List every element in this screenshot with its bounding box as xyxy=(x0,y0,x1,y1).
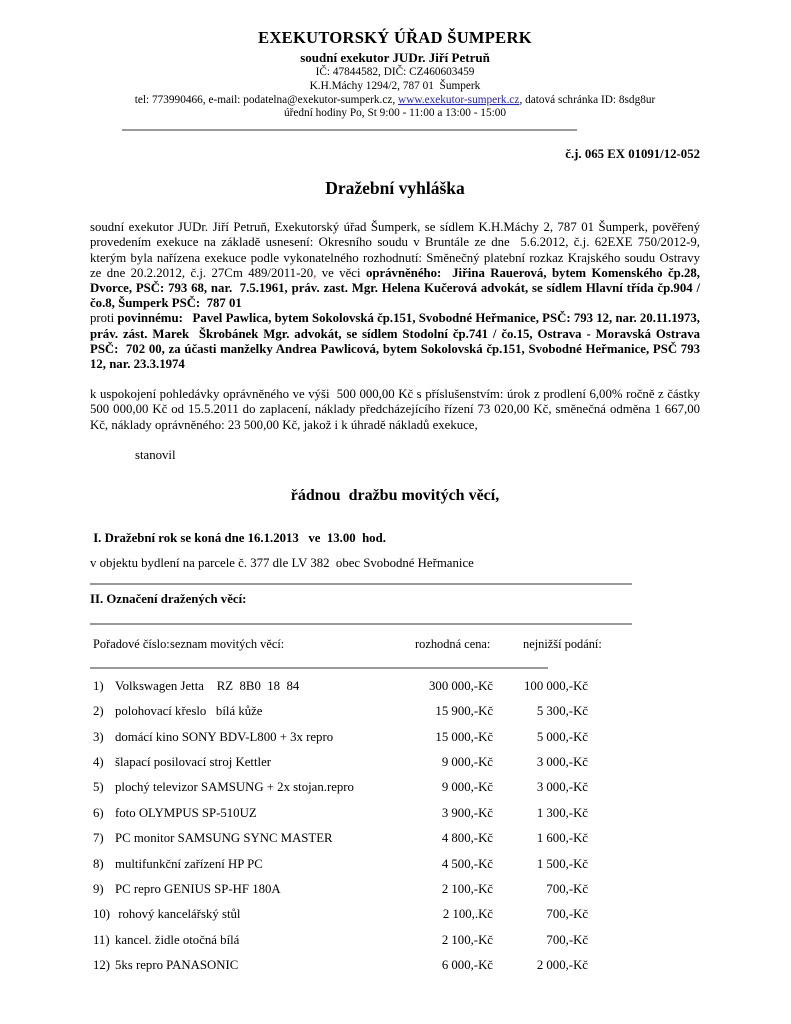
item-min-bid: 100 000,-Kč xyxy=(524,678,588,693)
table-row xyxy=(90,826,700,851)
item-number: 4) xyxy=(93,755,104,770)
contact-suffix: , datová schránka ID: 8sdg8ur xyxy=(519,93,656,106)
item-description: multifunkční zařízení HP PC xyxy=(115,856,263,871)
creditor-details: oprávněného: Jiřina Rauerová, bytem Komenského čp.28, Dvorce, PSČ: 793 68, nar. 7.5.1961, práv. zast. Mgr. Helena Kučerová advokát, se sídlem Hlavní třída čp.904 / čo.8, Šumperk PSČ: 787 01 xyxy=(90,265,704,311)
item-number: 1) xyxy=(93,678,104,693)
item-number: 2) xyxy=(93,704,104,719)
office-name: EXEKUTORSKÝ ÚŘAD ŠUMPERK xyxy=(258,28,532,47)
item-description: plochý televizor SAMSUNG + 2x stojan.repro xyxy=(115,780,354,795)
item-number: 3) xyxy=(93,729,104,744)
item-description: PC monitor SAMSUNG SYNC MASTER xyxy=(115,831,333,846)
item-description: polohovací křeslo bílá kůže xyxy=(115,704,263,719)
item-min-bid: 1 600,-Kč xyxy=(536,831,588,846)
item-number: 5) xyxy=(93,780,104,795)
item-number: 12) xyxy=(93,958,111,973)
item-number: 11) xyxy=(93,932,110,947)
item-price: 9 000,-Kč xyxy=(441,780,493,795)
office-hours: úřední hodiny Po, St 9:00 - 11:00 a 13:00 - 15:00 xyxy=(283,107,507,120)
stanovil-line: stanovil xyxy=(135,447,176,462)
table-row xyxy=(90,852,700,877)
item-description: šlapací posilovací stroj Kettler xyxy=(115,755,272,770)
claim-paragraph xyxy=(90,387,704,433)
item-min-bid: 700,-Kč xyxy=(546,882,588,897)
table-row xyxy=(90,750,700,775)
item-price: 15 000,-Kč xyxy=(435,729,493,744)
item-min-bid: 5 000,-Kč xyxy=(536,729,588,744)
table-row xyxy=(90,928,700,953)
item-description: PC repro GENIUS SP-HF 180A xyxy=(115,882,281,897)
intro-text-2: ve věci xyxy=(316,265,366,280)
item-price: 300 000,-Kč xyxy=(429,678,493,693)
item-description: 5ks repro PANASONIC xyxy=(115,958,239,973)
item-description: rohový kancelářský stůl xyxy=(115,907,241,922)
item-price: 3 900,-Kč xyxy=(441,805,493,820)
item-min-bid: 2 000,-Kč xyxy=(536,958,588,973)
letterhead xyxy=(90,28,700,121)
table-row xyxy=(90,953,700,978)
item-description: foto OLYMPUS SP-510UZ xyxy=(115,805,257,820)
red-comma: , xyxy=(313,265,317,280)
item-min-bid: 1 300,-Kč xyxy=(536,805,588,820)
website-link[interactable]: www.exekutor-sumperk.cz xyxy=(398,93,520,106)
item-price: 4 500,-Kč xyxy=(441,856,493,871)
table-row xyxy=(90,801,700,826)
col-header-number: Pořadové číslo: xyxy=(93,636,170,651)
item-min-bid: 700,-Kč xyxy=(546,932,588,947)
item-min-bid: 700,-Kč xyxy=(546,907,588,922)
table-row xyxy=(90,775,700,800)
section-1-heading: I. Dražební rok se koná dne 16.1.2013 ve 13.00 hod. xyxy=(90,530,386,545)
table-row xyxy=(90,902,700,927)
item-number: 6) xyxy=(93,805,104,820)
table-row xyxy=(90,877,700,902)
table-row xyxy=(90,699,700,724)
section-2-heading: II. Označení dražených věcí: xyxy=(90,591,247,606)
intro-text-1: soudní exekutor JUDr. Jiří Petruň, Exekutorský úřad Šumperk, se sídlem K.H.Máchy 2, 787 01 Šumperk, pověřený provedením exekuce na základě usnesení: Okresního soudu v Bruntále ze dne 5.6.2012, č.j. 62EXE 750/2012-9, kterým byla nařízena exekuce podle vykonatelného rozhodnutí: Směnečný platební rozkaz Krajského soudu Ostravy ze dne 20.2.2012, č.j. 27Cm 489/2011-20 xyxy=(90,220,704,280)
table-row xyxy=(90,725,700,750)
item-number: 9) xyxy=(93,882,104,897)
item-number: 8) xyxy=(93,856,104,871)
contact-prefix: tel: 773990466, e-mail: podatelna@exekutor-sumperk.cz, xyxy=(134,93,399,106)
table-header-divider xyxy=(90,667,548,669)
auction-location: v objektu bydlení na parcele č. 377 dle LV 382 obec Svobodné Heřmanice xyxy=(90,555,474,570)
item-min-bid: 3 000,-Kč xyxy=(536,780,588,795)
col-header-price: rozhodná cena: xyxy=(415,636,491,651)
item-description: kancel. židle otočná bílá xyxy=(115,932,240,947)
section-divider-2 xyxy=(90,623,632,625)
header-divider xyxy=(122,129,577,131)
executor-name: soudní exekutor JUDr. Jiří Petruň xyxy=(300,50,490,65)
item-price: 15 900,-Kč xyxy=(435,704,493,719)
table-row xyxy=(90,674,700,699)
item-min-bid: 1 500,-Kč xyxy=(536,856,588,871)
table-header xyxy=(90,637,700,652)
item-price: 2 100,.Kč xyxy=(442,907,493,922)
item-price: 9 000,-Kč xyxy=(441,755,493,770)
debtor-details: povinnému: Pavel Pawlica, bytem Sokolovská čp.151, Svobodné Heřmanice, PSČ: 793 12, nar. 20.11.1973, práv. zást. Marek Škrobánek Mgr. advokát, se sídlem Stodolní čp.741 / čo.15, Ostrava - Moravská Ostrava PSČ: 702 00, za účasti manželky Andrea Pawlicová, bytem Sokolovská čp.151, Svobodné Heřmanice, PSČ 793 12, nar. 23.3.1974 xyxy=(90,311,704,372)
item-description: Volkswagen Jetta RZ 8B0 18 84 xyxy=(115,678,300,693)
company-ids: IČ: 47844582, DIČ: CZ460603459 xyxy=(315,66,475,78)
contact-line xyxy=(90,94,700,108)
intro-paragraph xyxy=(90,220,704,372)
item-number: 10) xyxy=(93,907,111,922)
claim-text: k uspokojení pohledávky oprávněného ve výši 500 000,00 Kč s příslušenstvím: úrok z prodlení 6,00% ročně z částky 500 000,00 Kč od 15.5.2011 do zaplacení, náklady předcházejícího řízení 73 020,00 Kč, směnečná odměna 1 667,00 Kč, náklady oprávněného: 23 500,00 Kč, jakož i k úhradě nákladů exekuce, xyxy=(90,387,704,432)
item-price: 6 000,-Kč xyxy=(441,958,493,973)
auction-heading: řádnou dražbu movitých věcí, xyxy=(290,486,500,504)
item-price: 4 800,-Kč xyxy=(441,831,493,846)
auction-items-list xyxy=(90,674,700,979)
item-min-bid: 3 000,-Kč xyxy=(536,755,588,770)
section-divider-1 xyxy=(90,583,632,585)
office-address: K.H.Máchy 1294/2, 787 01 Šumperk xyxy=(309,79,481,92)
col-header-min-bid: nejnižší podání: xyxy=(523,636,602,651)
document-title: Dražební vyhláška xyxy=(325,178,465,199)
proti-text: proti xyxy=(90,311,118,326)
col-header-items: seznam movitých věcí: xyxy=(170,636,285,651)
item-price: 2 100,-Kč xyxy=(441,882,493,897)
case-number: č.j. 065 EX 01091/12-052 xyxy=(565,147,700,162)
item-number: 7) xyxy=(93,831,104,846)
item-min-bid: 5 300,-Kč xyxy=(536,704,588,719)
item-description: domácí kino SONY BDV-L800 + 3x repro xyxy=(115,729,334,744)
item-price: 2 100,-Kč xyxy=(441,932,493,947)
